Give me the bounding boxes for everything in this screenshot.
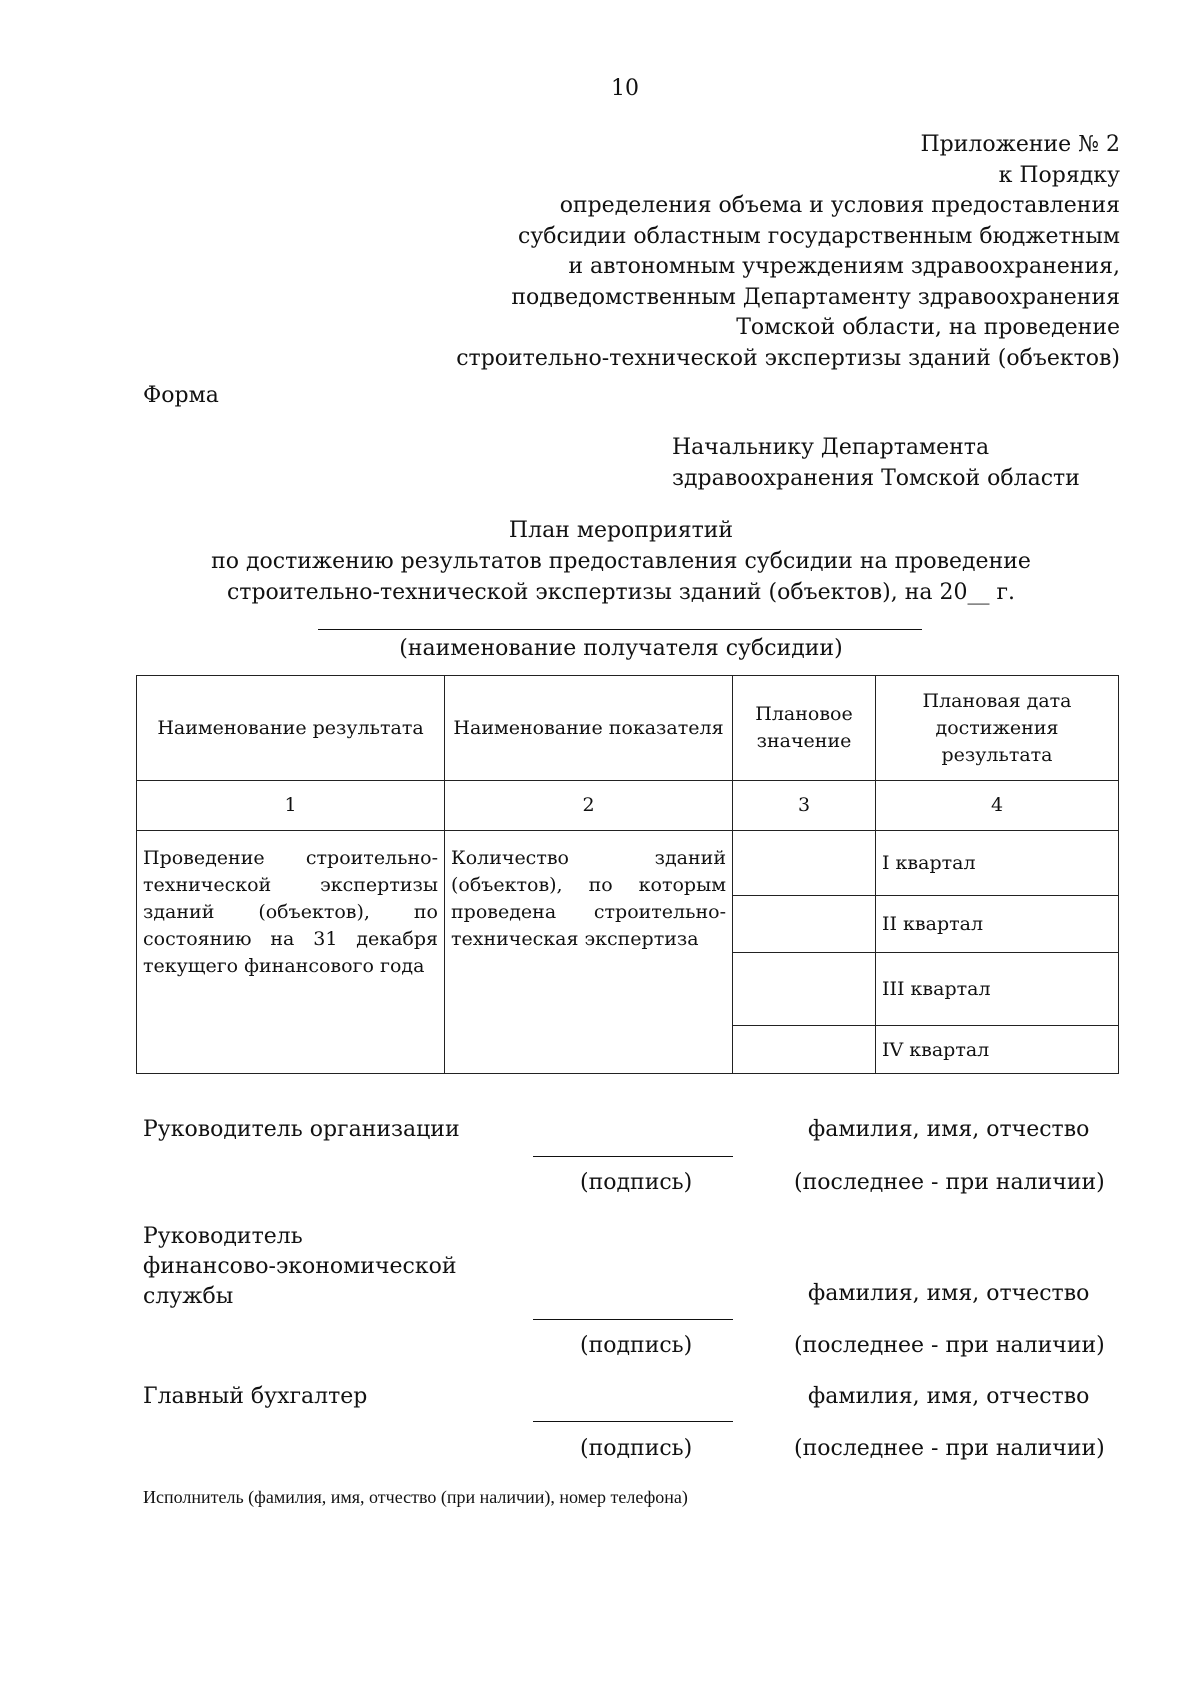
signature-label: (подпись)	[580, 1333, 693, 1358]
addressee	[672, 432, 1080, 494]
planned-value-q3[interactable]	[732, 952, 876, 1026]
signature-label: (подпись)	[580, 1436, 693, 1461]
plan-table	[136, 675, 1119, 1074]
appendix-header	[456, 130, 1120, 374]
finance-title-line: службы	[143, 1284, 234, 1309]
quarter-3: III квартал	[875, 952, 1119, 1026]
plan-title-line: по достижению результатов предоставления субсидии на проведение	[211, 549, 1031, 574]
addressee-line: здравоохранения Томской области	[672, 466, 1080, 491]
plan-title-line: строительно-технической экспертизы зданий (объектов), на 20__ г.	[226, 580, 1016, 605]
recipient-underline	[318, 629, 922, 630]
executor-note: Исполнитель (фамилия, имя, отчество (при наличии), номер телефона)	[143, 1487, 688, 1507]
header-planned-date: Плановая дата достижения результата	[875, 675, 1119, 781]
form-label: Форма	[143, 383, 219, 408]
appendix-line: и автономным учреждениям здравоохранения,	[568, 254, 1120, 279]
result-name-cell	[136, 830, 445, 1074]
signature-label: (подпись)	[580, 1170, 693, 1195]
appendix-line: Приложение № 2	[920, 132, 1120, 157]
column-number: 2	[444, 780, 733, 831]
planned-value-q2[interactable]	[732, 895, 876, 953]
result-name-line: текущего финансового года	[143, 955, 425, 977]
appendix-line: Томской области, на проведение	[736, 315, 1120, 340]
recipient-caption: (наименование получателя субсидии)	[399, 636, 843, 661]
planned-value-q1[interactable]	[732, 830, 876, 896]
signatory-finance-title	[143, 1222, 457, 1312]
signature-line	[533, 1319, 733, 1320]
appendix-line: подведомственным Департаменту здравоохранения	[511, 284, 1120, 310]
appendix-line: к Порядку	[998, 162, 1120, 188]
appendix-line: определения объема и условия предоставления	[559, 193, 1120, 218]
page-number: 10	[611, 76, 639, 101]
fio-label: фамилия, имя, отчество	[808, 1117, 1090, 1142]
planned-value-q4[interactable]	[732, 1025, 876, 1074]
header-planned-value: Плановое значение	[732, 675, 876, 781]
result-name-line: зданий (объектов), по	[143, 901, 438, 923]
fio-label: фамилия, имя, отчество	[808, 1384, 1090, 1409]
result-name-line: состоянию на 31 декабря	[143, 928, 438, 950]
quarter-4: IV квартал	[875, 1025, 1119, 1074]
fio-note: (последнее - при наличии)	[794, 1170, 1105, 1195]
signatory-accountant-title: Главный бухгалтер	[143, 1384, 368, 1409]
column-number: 4	[875, 780, 1119, 831]
fio-label: фамилия, имя, отчество	[808, 1281, 1090, 1306]
column-number: 3	[732, 780, 876, 831]
indicator-name-line: Количество зданий	[451, 847, 726, 869]
indicator-name-line: техническая экспертиза	[451, 928, 699, 950]
fio-note: (последнее - при наличии)	[794, 1436, 1105, 1461]
result-name-line: Проведение строительно-	[143, 847, 438, 869]
fio-note: (последнее - при наличии)	[794, 1333, 1105, 1358]
finance-title-line: финансово-экономической	[143, 1254, 457, 1279]
quarter-1: I квартал	[875, 830, 1119, 896]
appendix-line: строительно-технической экспертизы зданий (объектов)	[456, 345, 1120, 371]
quarter-2: II квартал	[875, 895, 1119, 953]
signature-line	[533, 1156, 733, 1157]
header-result-name: Наименование результата	[136, 675, 445, 781]
signatory-head-title: Руководитель организации	[143, 1117, 460, 1142]
result-name-line: технической экспертизы	[143, 874, 438, 896]
indicator-name-line: (объектов), по которым	[451, 874, 726, 896]
indicator-name-cell	[444, 830, 733, 1074]
appendix-line: субсидии областным государственным бюджетным	[518, 223, 1120, 249]
column-number: 1	[136, 780, 445, 831]
finance-title-line: Руководитель	[143, 1224, 303, 1249]
header-indicator-name: Наименование показателя	[444, 675, 733, 781]
plan-title-line: План мероприятий	[508, 518, 734, 543]
indicator-name-line: проведена строительно-	[451, 901, 726, 923]
plan-title	[0, 515, 1200, 608]
signature-line	[533, 1421, 733, 1422]
addressee-line: Начальнику Департамента	[672, 435, 990, 460]
